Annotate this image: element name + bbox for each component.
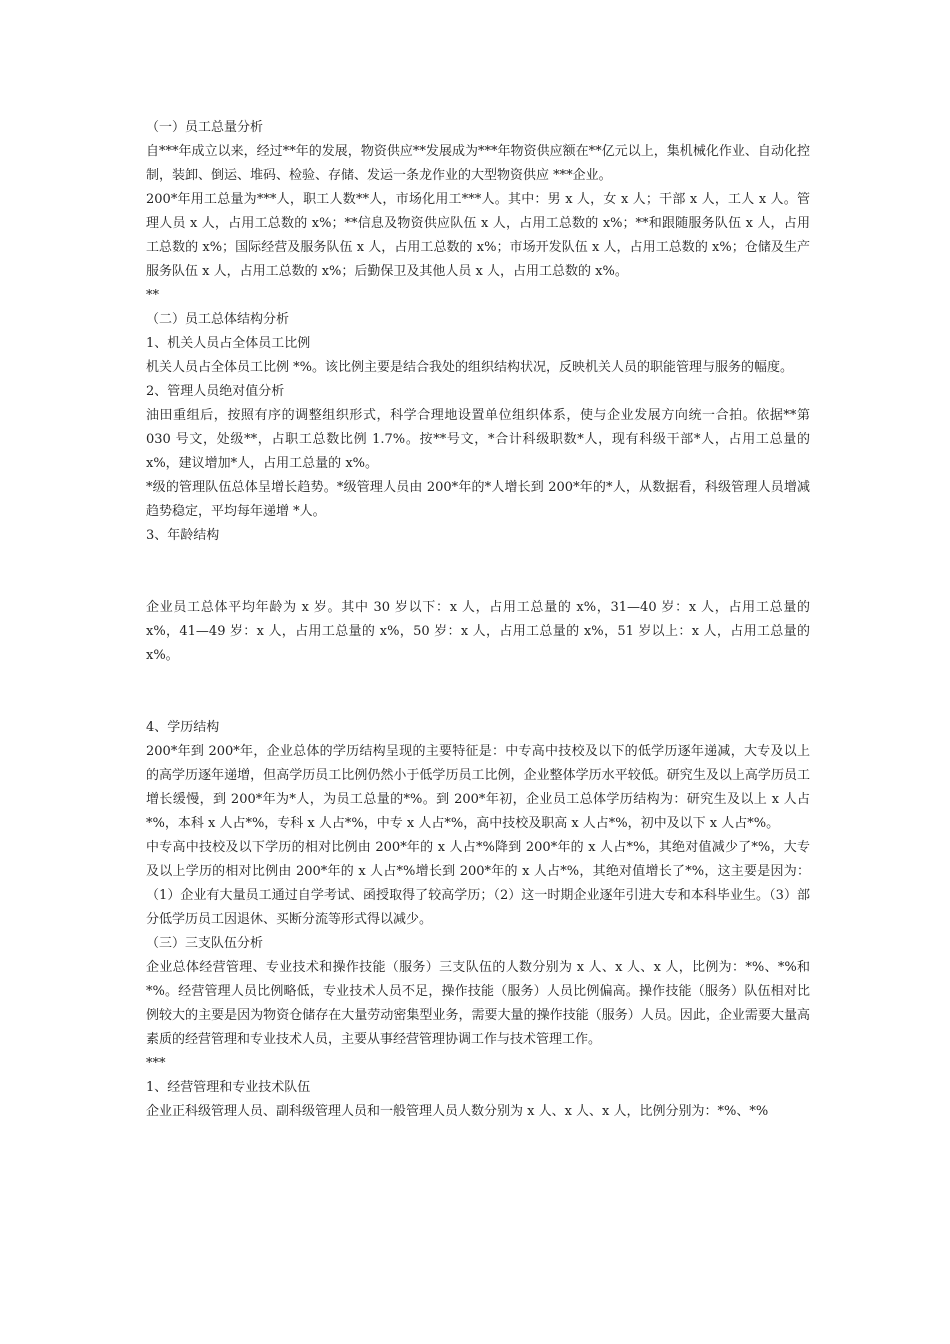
section-heading-1: （一）员工总量分析: [146, 120, 264, 135]
paragraph-three-teams: 企业总体经营管理、专业技术和操作技能（服务）三支队伍的人数分别为 x 人、x 人、x 人，比例为：*%、*%和*%。经营管理人员比例略低，专业技术人员不足，操作技能（服务）人员比例偏高。操作技能（服务）队伍相对比例较大的主要是因为物资仓储存在大量劳动密集型业务，需要大量的操作技能（服务）人员。因此，企业需要大量高素质的经营管理和专业技术人员，主要从事经营管理协调工作与技术管理工作。: [146, 960, 810, 1047]
paragraph-age-structure: 企业员工总体平均年龄为 x 岁。其中 30 岁以下：x 人，占用工总量的 x%，31—40 岁：x 人，占用工总量的 x%，41—49 岁：x 人，占用工总量的 x%，50 岁：x 人，占用工总量的 x%，51 岁以上：x 人，占用工总量的 x%。: [146, 600, 810, 663]
subheading-management-technical-team: 1、经营管理和专业技术队伍: [146, 1080, 311, 1095]
section-heading-2: （二）员工总体结构分析: [146, 312, 290, 327]
paragraph-headcount: 200*年用工总量为***人，职工人数**人，市场化用工***人。其中：男 x 人，女 x 人；干部 x 人，工人 x 人。管理人员 x 人，占用工总数的 x%；**信息及物资供应队伍 x 人，占用工总数的 x%；**和跟随服务队伍 x 人，占用工总数的 x%；国际经营及服务队伍 x 人，占用工总数的 x%；市场开发队伍 x 人，占用工总数的 x%；仓储及生产服务队伍 x 人，占用工总数的 x%；后勤保卫及其他人员 x 人，占用工总数的 x%。: [146, 192, 810, 279]
paragraph-intro: 自***年成立以来，经过**年的发展，物资供应**发展成为***年物资供应额在**亿元以上，集机械化作业、自动化控制，装卸、倒运、堆码、检验、存储、发运一条龙作业的大型物资供应 ***企业。: [146, 144, 810, 183]
paragraph-education-structure: 200*年到 200*年，企业总体的学历结构呈现的主要特征是：中专高中技校及以下的低学历逐年递减，大专及以上的高学历逐年递增，但高学历员工比例仍然小于低学历员工比例，企业整体学历水平较低。研究生及以上高学历员工增长缓慢，到 200*年为*人，为员工总量的*%。到 200*年初，企业员工总体学历结构为：研究生及以上 x 人占*%，本科 x 人占*%，专科 x 人占*%，中专 x 人占*%，高中技校及职高 x 人占*%，初中及以下 x 人占*%。: [146, 744, 810, 831]
paragraph-management-analysis: 油田重组后，按照有序的调整组织形式，科学合理地设置单位组织体系，使与企业发展方向统一合拍。依据**第 030 号文，处级**，占职工总数比例 1.7%。按**号文，*合计科级职数*人，现有科级干部*人，占用工总量的 x%，建议增加*人，占用工总量的 x%。: [146, 408, 810, 471]
paragraph-marker: **: [146, 288, 159, 303]
paragraph-education-change: 中专高中技校及以下学历的相对比例由 200*年的 x 人占*%降到 200*年的 x 人占*%，其绝对值减少了*%，大专及以上学历的相对比例由 200*年的 x 人占*%增长到 200*年的 x 人占*%，其绝对值增长了*%，这主要是因为：（1）企业有大量员工通过自学考试、函授取得了较高学历；（2）这一时期企业逐年引进大专和本科毕业生。（3）部分低学历员工因退休、买断分流等形式得以减少。: [146, 840, 810, 927]
subheading-office-staff-ratio: 1、机关人员占全体员工比例: [146, 336, 311, 351]
blank-space: [146, 548, 810, 596]
document-body: [146, 116, 810, 1124]
section-heading-3: （三）三支队伍分析: [146, 936, 264, 951]
subheading-age-structure: 3、年龄结构: [146, 528, 220, 543]
paragraph-marker: ***: [146, 1056, 166, 1071]
paragraph-management-levels: 企业正科级管理人员、副科级管理人员和一般管理人员人数分别为 x 人、x 人、x 人，比例分别为：*%、*%: [146, 1104, 769, 1119]
subheading-education-structure: 4、学历结构: [146, 720, 220, 735]
blank-space: [146, 668, 810, 716]
paragraph-management-trend: *级的管理队伍总体呈增长趋势。*级管理人员由 200*年的*人增长到 200*年的*人，从数据看，科级管理人员增减趋势稳定，平均每年递增 *人。: [146, 480, 810, 519]
subheading-management-analysis: 2、管理人员绝对值分析: [146, 384, 285, 399]
paragraph-office-staff-ratio: 机关人员占全体员工比例 *%。该比例主要是结合我处的组织结构状况，反映机关人员的职能管理与服务的幅度。: [146, 360, 793, 375]
